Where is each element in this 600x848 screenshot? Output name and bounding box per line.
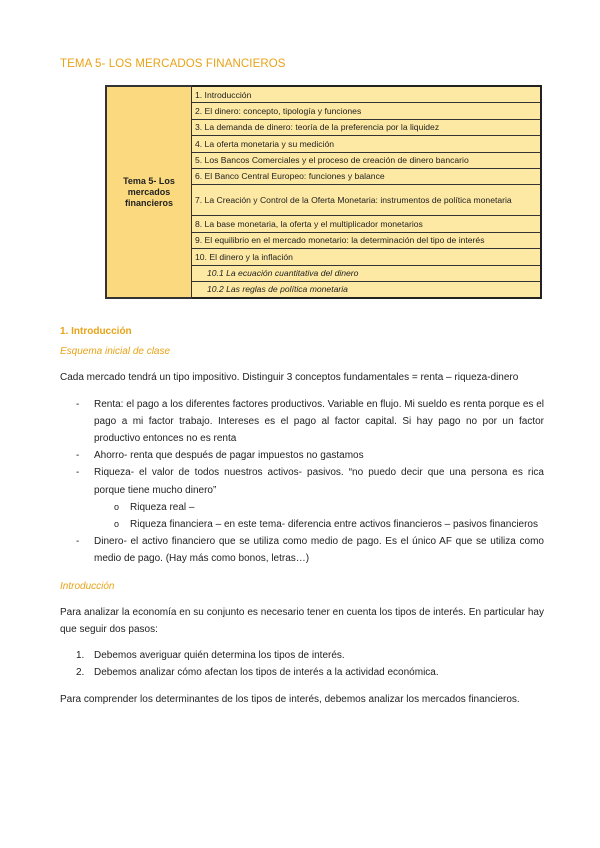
bullet-mark: -	[76, 398, 80, 410]
toc-item: 10. El dinero y la inflación	[192, 249, 542, 265]
bullet-mark: -	[76, 467, 80, 479]
list-item: - Ahorro- renta que después de pagar impuestos no gastamos	[60, 447, 544, 464]
toc-item: 9. El equilibrio en el mercado monetario: la determinación del tipo de interés	[192, 232, 542, 248]
toc-item: 1. Introducción	[192, 86, 542, 103]
toc-item: 8. La base monetaria, la oferta y el multiplicador monetarios	[192, 216, 542, 232]
closing-paragraph: Para comprender los determinantes de los tipos de interés, debemos analizar los mercados financieros.	[60, 693, 520, 705]
toc-item: 2. El dinero: concepto, tipología y funciones	[192, 103, 542, 119]
list-item: - Renta: el pago a los diferentes factores productivos. Variable en flujo. Mi sueldo es renta porque es el pago a mi factor trabajo. Intereses es el pago al factor capital. Si hay pago no por un factor productivo entonces no es renta	[60, 396, 544, 448]
bullet-mark: -	[76, 536, 80, 548]
toc-item: 3. La demanda de dinero: teoría de la preferencia por la liquidez	[192, 119, 542, 135]
sub-list-item: o Riqueza financiera – en este tema- diferencia entre activos financieros – pasivos financieros	[60, 516, 544, 533]
sub-bullet-mark: o	[114, 501, 120, 512]
toc-item: 6. El Banco Central Europeo: funciones y balance	[192, 168, 542, 184]
steps-list	[60, 647, 544, 681]
introduccion-subheading: Introducción	[60, 580, 115, 592]
concept-list	[60, 396, 544, 568]
page-title: TEMA 5- LOS MERCADOS FINANCIEROS	[60, 58, 286, 70]
section-introduccion	[60, 323, 544, 708]
toc-subitem: 10.2 Las reglas de política monetaria	[192, 281, 542, 298]
section-subheading: Esquema inicial de clase	[60, 346, 171, 358]
sub-list-item: o Riqueza real –	[60, 499, 544, 516]
list-item: 2. Debemos analizar cómo afectan los tipos de interés a la actividad económica.	[76, 667, 439, 679]
analysis-paragraph: Para analizar la economía en su conjunto es necesario tener en cuenta los tipos de interés. En particular hay que seguir dos pasos:	[60, 606, 544, 636]
intro-paragraph: Cada mercado tendrá un tipo impositivo. Distinguir 3 conceptos fundamentales = renta – riqueza-dinero	[60, 372, 519, 384]
toc-item: 4. La oferta monetaria y su medición	[192, 136, 542, 152]
toc-item: 7. La Creación y Control de la Oferta Monetaria: instrumentos de política monetaria	[192, 185, 542, 216]
toc-subitem: 10.1 La ecuación cuantitativa del dinero	[192, 265, 542, 281]
list-item: - Dinero- el activo financiero que se utiliza como medio de pago. Es el único AF que se utiliza como medio de pago. (Hay más como bonos, letras…)	[60, 533, 544, 567]
toc-side-label: Tema 5- Los mercados financieros	[106, 86, 192, 298]
section-heading: 1. Introducción	[60, 326, 132, 337]
toc-item: 5. Los Bancos Comerciales y el proceso de creación de dinero bancario	[192, 152, 542, 168]
list-item: 1. Debemos averiguar quién determina los tipos de interés.	[76, 650, 345, 662]
bullet-mark: -	[76, 450, 80, 462]
list-item: - Riqueza- el valor de todos nuestros activos- pasivos. “no puedo decir que una persona es rica porque tiene mucho dinero”	[60, 464, 544, 498]
toc-table	[105, 85, 542, 299]
sub-bullet-mark: o	[114, 519, 120, 530]
